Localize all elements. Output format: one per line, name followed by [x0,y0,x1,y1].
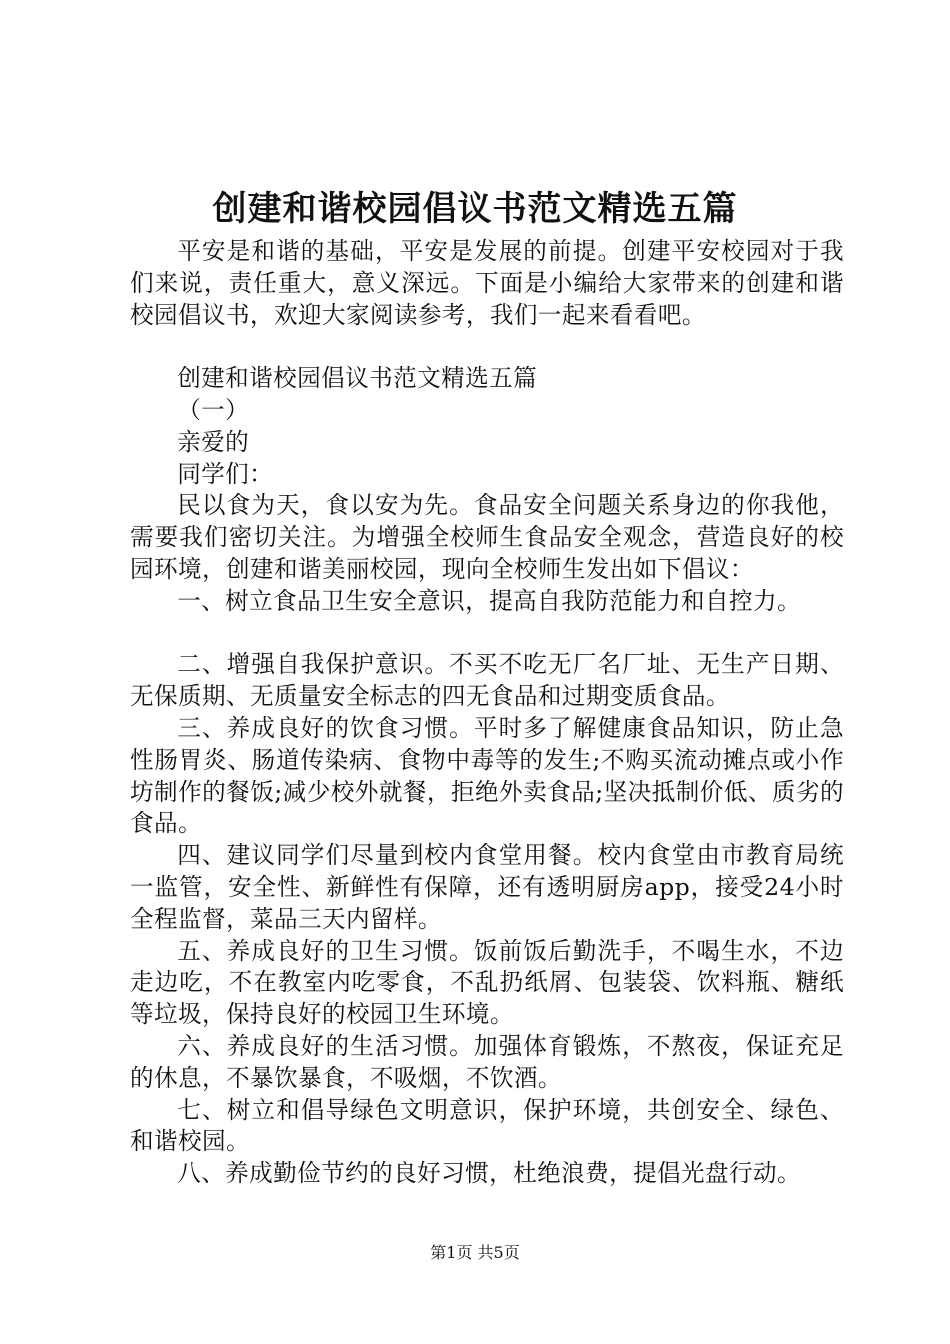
blank-line [130,618,844,650]
body-paragraph: 四、建议同学们尽量到校内食堂用餐。校内食堂由市教育局统一监管，安全性、新鲜性有保障，还有透明厨房app，接受24小时全程监督，菜品三天内留样。 [130,841,844,933]
body-paragraph: 三、养成良好的饮食习惯。平时多了解健康食品知识，防止急性肠胃炎、肠道传染病、食物中毒等的发生;不购买流动摊点或小作坊制作的餐饭;减少校外就餐，拒绝外卖食品;坚决抵制价低、质劣的食品。 [130,713,844,838]
document-body [130,236,844,1190]
body-paragraph: 一、树立食品卫生安全意识，提高自我防范能力和自控力。 [177,586,802,615]
subtitle: 创建和谐校园倡议书范文精选五篇 [177,364,538,393]
salutation-line-2: 同学们： [177,459,274,488]
page-footer: 第1页 共5页 [430,1243,520,1262]
document-title: 创建和谐校园倡议书范文精选五篇 [212,189,738,229]
body-paragraph: 民以食为天，食以安为先。食品安全问题关系身边的你我他，需要我们密切关注。为增强全校师生食品安全观念，营造良好的校园环境，创建和谐美丽校园，现向全校师生发出如下倡议： [130,491,844,583]
body-paragraph: 五、养成良好的卫生习惯。饭前饭后勤洗手，不喝生水，不边走边吃，不在教室内吃零食，不乱扔纸屑、包装袋、饮料瓶、糖纸等垃圾，保持良好的校园卫生环境。 [130,936,844,1029]
body-paragraph: 七、树立和倡导绿色文明意识，保护环境，共创安全、绿色、和谐校园。 [130,1095,844,1156]
body-paragraph: 二、增强自我保护意识。不买不吃无厂名厂址、无生产日期、无保质期、无质量安全标志的四无食品和过期变质食品。 [130,650,844,711]
blank-line [130,331,844,363]
section-number: （一） [177,395,250,424]
intro-paragraph: 平安是和谐的基础，平安是发展的前提。创建平安校园对于我们来说，责任重大，意义深远。下面是小编给大家带来的创建和谐校园倡议书，欢迎大家阅读参考，我们一起来看看吧。 [130,237,844,329]
salutation-line-1: 亲爱的 [177,427,250,456]
body-paragraph: 八、养成勤俭节约的良好习惯，杜绝浪费，提倡光盘行动。 [177,1159,802,1188]
body-paragraph: 六、养成良好的生活习惯。加强体育锻炼，不熬夜，保证充足的休息，不暴饮暴食，不吸烟，不饮酒。 [130,1031,844,1092]
